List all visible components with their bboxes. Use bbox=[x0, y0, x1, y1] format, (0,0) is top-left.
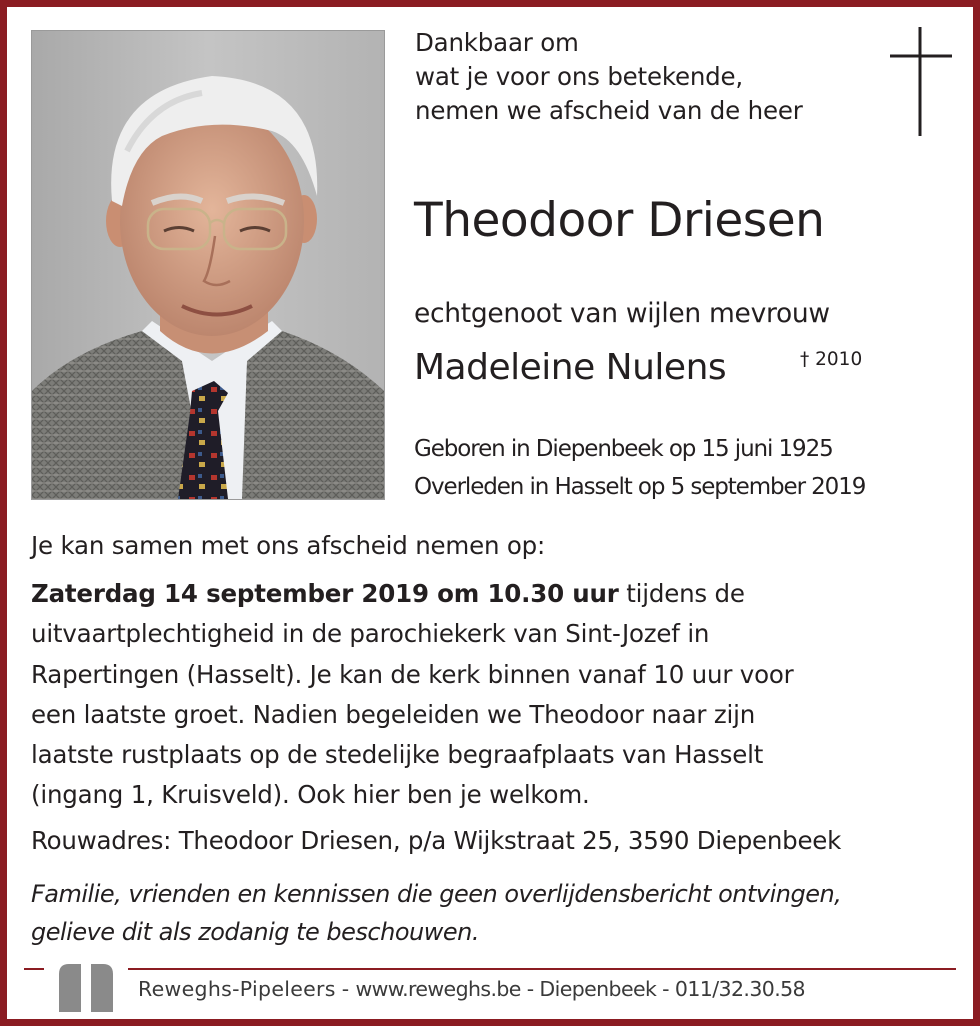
spouse-death-year: † 2010 bbox=[800, 349, 863, 370]
life-dates bbox=[414, 430, 865, 506]
ceremony-line bbox=[31, 574, 931, 614]
ceremony-line: een laatste groet. Nadien begeleiden we Theodoor naar zijn bbox=[31, 699, 756, 729]
portrait-photo bbox=[31, 30, 385, 500]
funeral-home-logo-icon bbox=[55, 962, 117, 1012]
spouse-label: echtgenoot van wijlen mevrouw bbox=[414, 298, 830, 329]
intro-text bbox=[415, 26, 803, 128]
birth-info: Geboren in Diepenbeek op 15 juni 1925 bbox=[414, 436, 833, 462]
ceremony-details bbox=[31, 574, 931, 816]
death-info: Overleden in Hasselt op 5 september 2019 bbox=[414, 474, 866, 500]
ceremony-line: (ingang 1, Kruisveld). Ook hier ben je welkom. bbox=[31, 780, 590, 810]
ceremony-date: Zaterdag 14 september 2019 om 10.30 uur bbox=[31, 579, 619, 608]
spouse-name: Madeleine Nulens bbox=[414, 347, 727, 388]
notice-line: Familie, vrienden en kennissen die geen overlijdensbericht ontvingen, bbox=[31, 880, 842, 908]
farewell-intro: Je kan samen met ons afscheid nemen op: bbox=[31, 531, 546, 560]
footer-rule-right bbox=[128, 968, 956, 970]
notice-line: gelieve dit als zodanig te beschouwen. bbox=[31, 918, 479, 946]
footer-separator: - bbox=[341, 977, 350, 1001]
ceremony-line: Rapertingen (Hasselt). Je kan de kerk binnen vanaf 10 uur voor bbox=[31, 659, 794, 689]
footer-text bbox=[138, 977, 805, 1001]
mourning-address: Rouwadres: Theodoor Driesen, p/a Wijkstraat 25, 3590 Diepenbeek bbox=[31, 826, 842, 855]
funeral-home-details: www.reweghs.be - Diepenbeek - 011/32.30.58 bbox=[355, 977, 806, 1001]
intro-line: nemen we afscheid van de heer bbox=[415, 96, 803, 125]
ceremony-line: uitvaartplechtigheid in de parochiekerk van Sint-Jozef in bbox=[31, 619, 710, 649]
ceremony-line: laatste rustplaats op de stedelijke begraafplaats van Hasselt bbox=[31, 740, 764, 770]
deceased-name: Theodoor Driesen bbox=[414, 193, 825, 248]
intro-line: wat je voor ons betekende, bbox=[415, 62, 743, 91]
intro-line: Dankbaar om bbox=[415, 28, 579, 57]
funeral-home-name: Reweghs-Pipeleers bbox=[138, 977, 336, 1001]
cross-icon bbox=[890, 27, 952, 136]
footer-rule-left bbox=[24, 968, 44, 970]
notice-text bbox=[31, 875, 841, 951]
ceremony-line-rest: tijdens de bbox=[618, 579, 745, 608]
